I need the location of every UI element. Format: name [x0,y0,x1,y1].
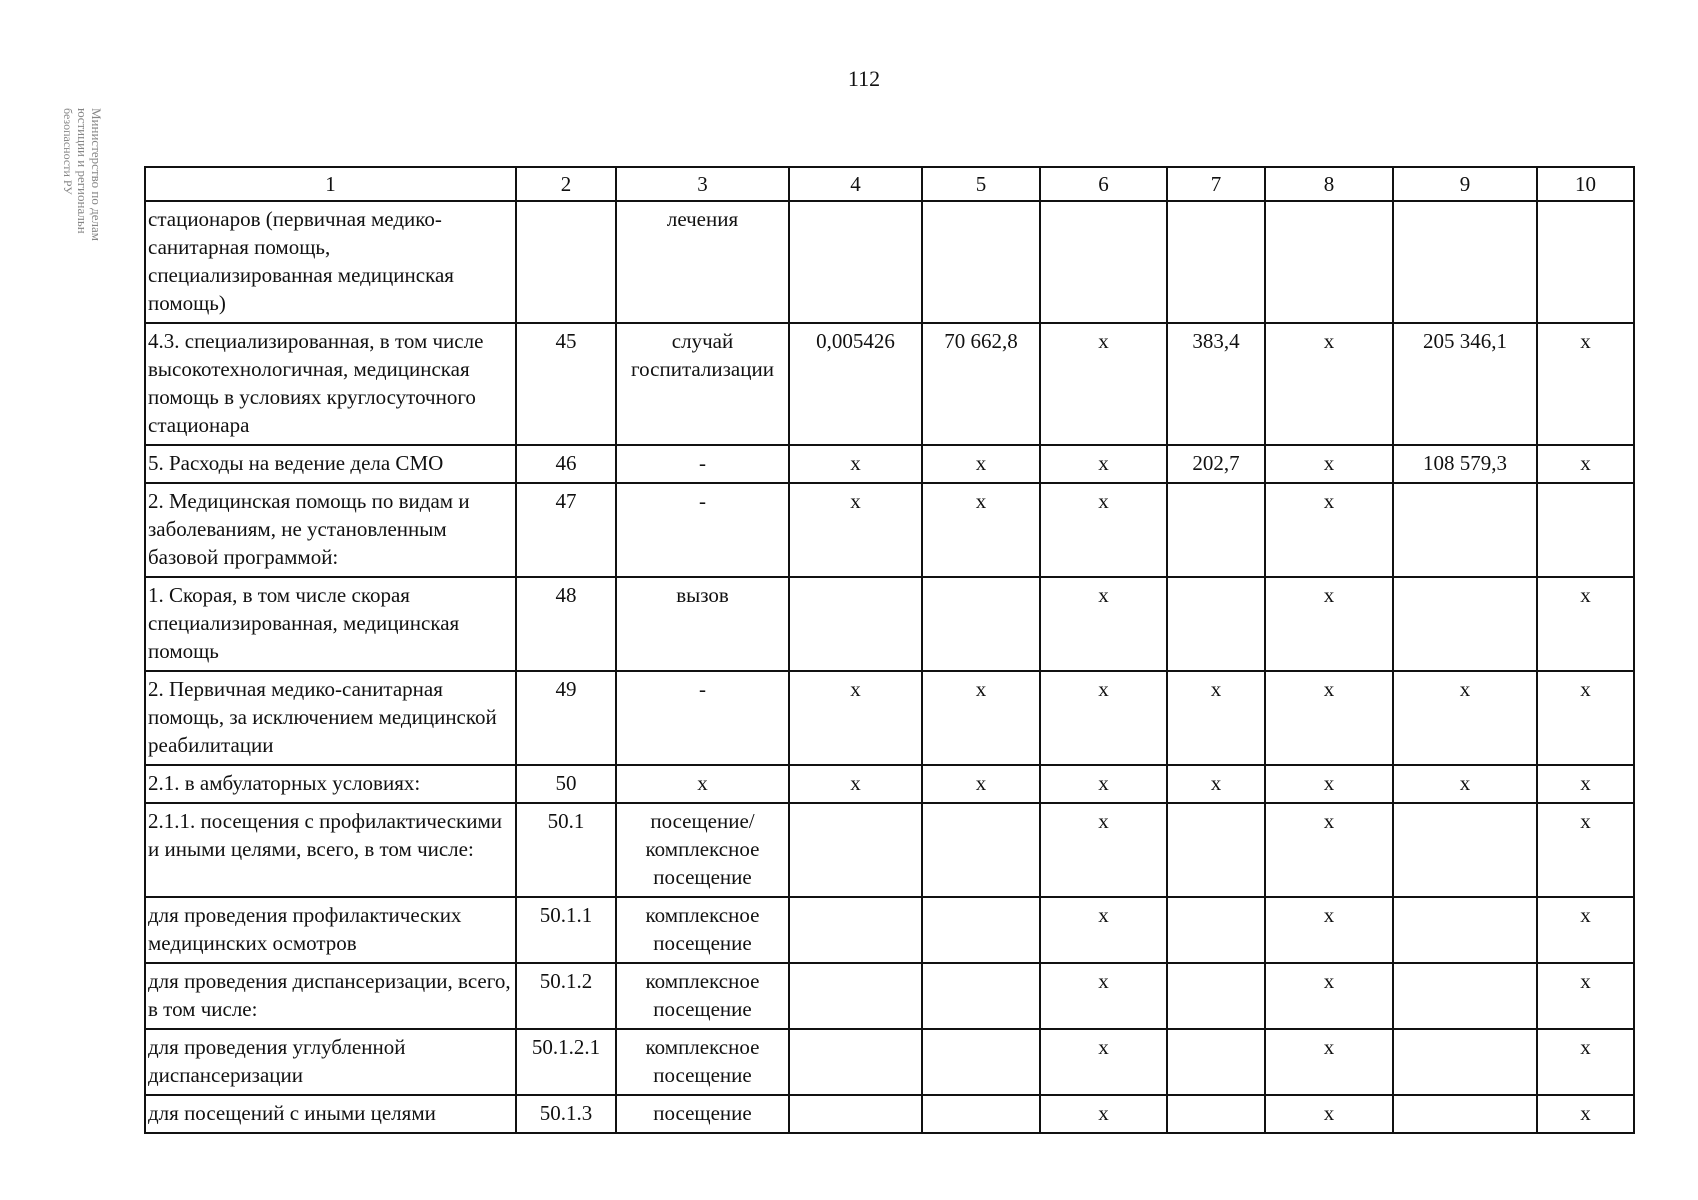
table-cell: х [1265,897,1393,963]
table-row [145,1095,1634,1133]
table-row [145,577,1634,671]
table-cell [1167,577,1265,671]
table-cell: 47 [516,483,616,577]
data-table [144,166,1635,1134]
table-cell: х [1537,963,1634,1029]
registration-stamp [30,108,110,308]
table-row [145,483,1634,577]
table-cell: 49 [516,671,616,765]
table-cell: х [1040,671,1167,765]
table-cell: х [1265,483,1393,577]
table-cell: стационаров (первичная медико-санитарная помощь, специализированная медицинская помощь) [145,201,516,323]
table-cell: комплексное посещение [616,963,789,1029]
table-cell: х [1537,323,1634,445]
table-cell: 205 346,1 [1393,323,1537,445]
column-header: 1 [145,167,516,201]
table-cell [922,963,1040,1029]
stamp-line: Министерство по делам [89,108,104,241]
table-cell [516,201,616,323]
table-cell: х [922,483,1040,577]
table-cell: х [1537,1095,1634,1133]
table-cell [1537,201,1634,323]
table-cell: 50.1.2.1 [516,1029,616,1095]
table-cell: для посещений с иными целями [145,1095,516,1133]
table-cell: - [616,671,789,765]
table-cell: х [1265,577,1393,671]
table-cell: 70 662,8 [922,323,1040,445]
table-cell [1167,897,1265,963]
table-cell: х [1040,963,1167,1029]
table-row [145,803,1634,897]
table-cell: х [789,445,922,483]
table-cell: х [1040,1029,1167,1095]
table-cell [1167,483,1265,577]
table-cell: х [789,671,922,765]
table-row [145,963,1634,1029]
table-cell [1393,897,1537,963]
table-cell: х [1040,445,1167,483]
table-cell [789,1095,922,1133]
table-cell [1393,1029,1537,1095]
table-cell: 45 [516,323,616,445]
table-row [145,897,1634,963]
table-cell [1040,201,1167,323]
table-cell: комплексное посещение [616,1029,789,1095]
table-cell: комплексное посещение [616,897,789,963]
table-cell: х [1040,323,1167,445]
column-header: 10 [1537,167,1634,201]
column-header: 8 [1265,167,1393,201]
page-number: 112 [847,66,881,91]
table-cell: х [1537,445,1634,483]
table-cell: х [1537,897,1634,963]
table-row [145,1029,1634,1095]
table-cell: 202,7 [1167,445,1265,483]
table-cell: 50.1.3 [516,1095,616,1133]
table-cell [1393,1095,1537,1133]
table-cell: х [922,445,1040,483]
column-header: 5 [922,167,1040,201]
table-cell: х [1040,577,1167,671]
table-cell: лечения [616,201,789,323]
table-row [145,323,1634,445]
table-cell: х [1537,1029,1634,1095]
table-cell: 46 [516,445,616,483]
table-cell [1393,963,1537,1029]
table-cell [1393,483,1537,577]
column-header: 9 [1393,167,1537,201]
table-cell: 50 [516,765,616,803]
table-cell [1167,803,1265,897]
table-cell: 50.1.1 [516,897,616,963]
table-cell [789,1029,922,1095]
table-cell [922,803,1040,897]
table-cell: 5. Расходы на ведение дела СМО [145,445,516,483]
table-cell: 108 579,3 [1393,445,1537,483]
table-cell: х [1393,671,1537,765]
table-cell: - [616,483,789,577]
table-cell [789,963,922,1029]
table-cell [1393,201,1537,323]
table-cell: х [1265,803,1393,897]
table-cell: случай госпитализации [616,323,789,445]
table-cell [1265,201,1393,323]
table-cell: х [1040,483,1167,577]
table-cell: 4.3. специализированная, в том числе высокотехнологичная, медицинская помощь в условиях круглосуточного стационара [145,323,516,445]
stamp-line: безопасности РУ [61,108,75,195]
table-row [145,445,1634,483]
stamp-line: юстиции и региональн [75,108,90,234]
table-cell [789,577,922,671]
table-cell: посещение/ комплексное посещение [616,803,789,897]
table-cell: х [789,765,922,803]
table-cell: посещение [616,1095,789,1133]
column-header: 3 [616,167,789,201]
table-cell: х [1040,1095,1167,1133]
table-cell: 2.1.1. посещения с профилактическими и иными целями, всего, в том числе: [145,803,516,897]
table-cell: х [1265,323,1393,445]
table-cell: х [1167,671,1265,765]
table-cell: для проведения диспансеризации, всего, в том числе: [145,963,516,1029]
column-header: 7 [1167,167,1265,201]
table-cell [1393,803,1537,897]
table-cell: 48 [516,577,616,671]
table-cell [922,201,1040,323]
table-cell [1167,1095,1265,1133]
table-cell: 0,005426 [789,323,922,445]
table-cell: х [1537,765,1634,803]
table-cell: х [1040,765,1167,803]
table-cell [789,803,922,897]
table-cell: х [1265,445,1393,483]
column-header: 6 [1040,167,1167,201]
table-cell [1167,963,1265,1029]
table-cell: х [1537,671,1634,765]
table-cell [922,1095,1040,1133]
table-cell: х [922,765,1040,803]
table-cell: 50.1.2 [516,963,616,1029]
table-cell [922,1029,1040,1095]
table-cell [1167,1029,1265,1095]
table-cell: вызов [616,577,789,671]
table-cell: х [1265,671,1393,765]
table-cell: х [616,765,789,803]
table-cell: 2. Медицинская помощь по видам и заболеваниям, не установленным базовой программой: [145,483,516,577]
table-cell: для проведения профилактических медицинских осмотров [145,897,516,963]
table-body [145,201,1634,1133]
table-cell [922,897,1040,963]
table-cell [789,897,922,963]
table-row [145,765,1634,803]
table-cell [789,201,922,323]
table-cell: 2. Первичная медико-санитарная помощь, за исключением медицинской реабилитации [145,671,516,765]
table-cell: - [616,445,789,483]
table-cell [1167,201,1265,323]
table-cell: х [1537,803,1634,897]
table-cell: х [1265,765,1393,803]
table-cell: 383,4 [1167,323,1265,445]
table-cell: для проведения углубленной диспансеризации [145,1029,516,1095]
table-cell: х [1167,765,1265,803]
table-cell: х [1537,577,1634,671]
table-cell [1393,577,1537,671]
table-row [145,201,1634,323]
table-cell [922,577,1040,671]
table-cell: х [1265,1095,1393,1133]
table-cell: х [789,483,922,577]
table-cell: х [1040,803,1167,897]
table-cell: 1. Скорая, в том числе скорая специализированная, медицинская помощь [145,577,516,671]
table-cell: 50.1 [516,803,616,897]
table-cell: х [1265,963,1393,1029]
table-cell [1537,483,1634,577]
table-cell: х [1393,765,1537,803]
column-header: 4 [789,167,922,201]
column-header: 2 [516,167,616,201]
table-row [145,671,1634,765]
table-cell: х [922,671,1040,765]
table-cell: 2.1. в амбулаторных условиях: [145,765,516,803]
table-header-row [145,167,1634,201]
table-cell: х [1265,1029,1393,1095]
table-cell: х [1040,897,1167,963]
